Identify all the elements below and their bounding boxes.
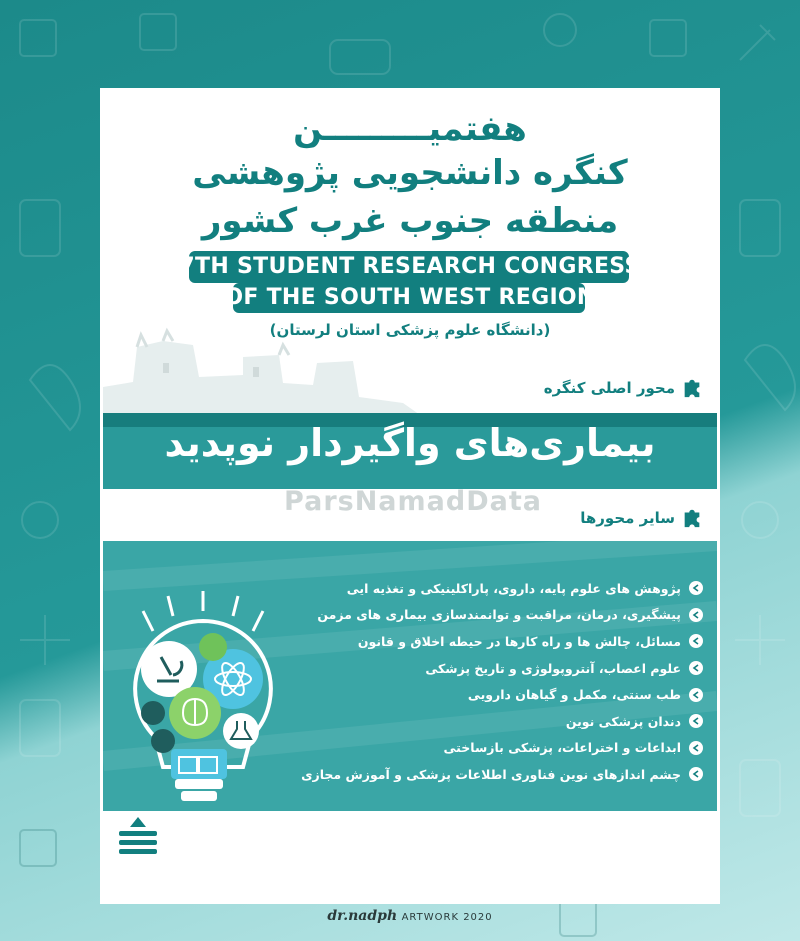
chevron-left-icon [689,661,703,675]
chevron-left-icon [689,741,703,755]
topic-text: دندان پزشکی نوین [565,713,681,729]
signature-sub: ARTWORK 2020 [401,912,493,923]
list-item [283,735,703,762]
list-item [283,708,703,735]
chevron-left-icon [689,581,703,595]
topic-text: علوم اعصاب، آنتروپولوژی و تاریخ پزشکی [425,660,681,676]
list-item [283,628,703,655]
topic-text: مسائل، چالش ها و راه کارها در حیطه اخلاق و قانون [357,633,681,649]
university-logo-icon [113,813,163,863]
list-item [283,602,703,629]
list-item [283,761,703,788]
chevron-left-icon [689,714,703,728]
topic-text: ابداعات و اختراعات، پزشکی بازساختی [443,740,681,756]
title-line-3: منطقه جنوب غرب کشور [201,201,619,241]
artist-signature [320,908,500,924]
chevron-left-icon [689,767,703,781]
signature-name: dr.nadph [327,908,398,924]
chevron-left-icon [689,688,703,702]
list-item [283,681,703,708]
topic-text: طب سنتی، مکمل و گیاهان دارویی [467,687,681,703]
puzzle-icon [681,507,703,529]
main-axis-heading [403,375,703,401]
english-title-line-1: 7TH STUDENT RESEARCH CONGRESS [179,254,641,279]
university-name: (دانشگاه علوم پزشکی استان لرستان) [269,321,551,339]
list-item [283,655,703,682]
english-title-line-2: OF THE SOUTH WEST REGION [224,285,596,310]
main-axis-label: محور اصلی کنگره [543,379,675,397]
poster-card [100,88,720,904]
lightbulb-icon [123,591,283,811]
watermark: ParsNamadData [284,486,542,517]
puzzle-icon [681,377,703,399]
headline: بیماری‌های واگیردار نوپدید [164,421,656,465]
poster-inner [103,91,717,901]
topic-text: پیشگیری، درمان، مراقبت و توانمندسازی بیماری های مزمن [317,607,681,623]
other-axes-label: سایر محورها [580,509,675,527]
topic-text: چشم اندازهای نوین فناوری اطلاعات پزشکی و آموزش مجازی [301,766,681,782]
topic-text: پژوهش های علوم پایه، داروی، پاراکلینیکی و تغذیه ایی [346,580,681,596]
chevron-left-icon [689,608,703,622]
topics-list [283,575,703,788]
list-item [283,575,703,602]
title-line-2: کنگره دانشجویی پژوهشی [192,153,628,193]
chevron-left-icon [689,634,703,648]
title-line-1: هفتمیـــــــــن [293,109,527,149]
other-axes-heading [423,505,703,531]
castle-illustration [103,327,423,417]
